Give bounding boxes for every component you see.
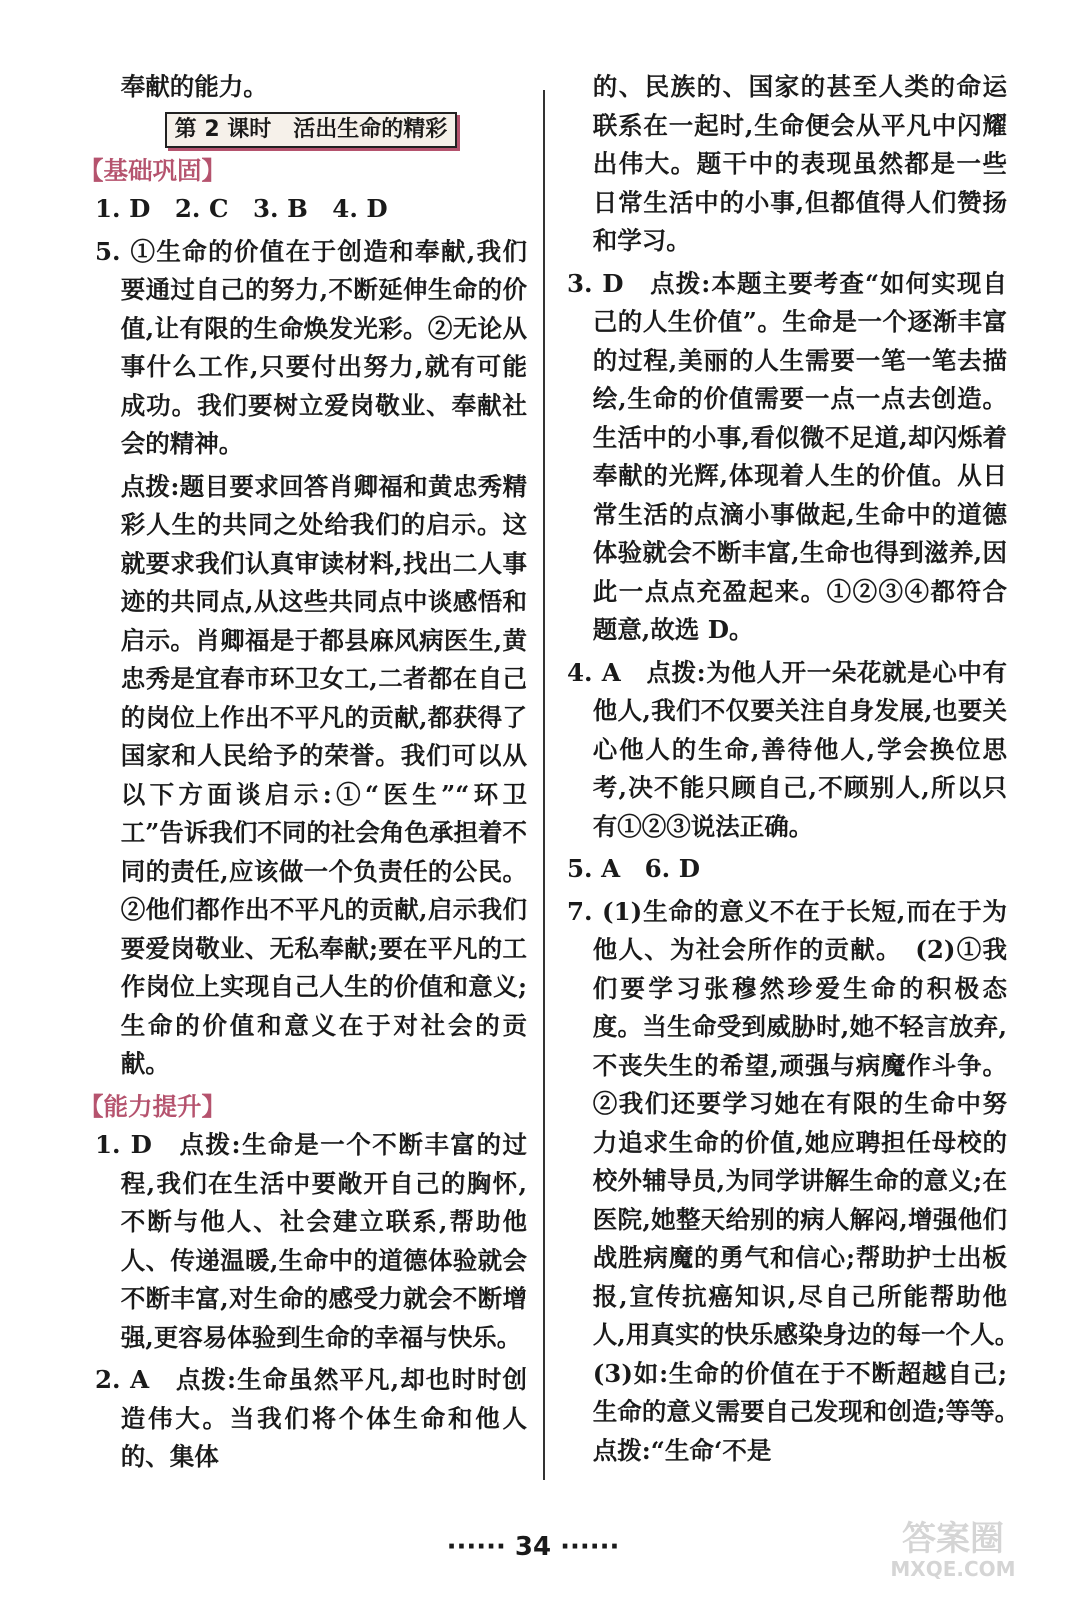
ability-answer-4: 4. A 点拨:为他人开一朵花就是心中有他人,我们不仅要关注自身发展,也要关心他人的生命,善待他人,学会换位思考,决不能只顾自己,不顾别人,所以只有①②③说法正确。 (567, 657, 1007, 841)
watermark-logo (868, 1514, 1038, 1582)
section-ability-improvement: 【能力提升】 (79, 1091, 226, 1121)
section-basic-consolidation: 【基础巩固】 (79, 155, 226, 185)
ability-answer-1: 1. D 点拨:生命是一个不断丰富的过程,我们在生活中要敞开自己的胸怀,不断与他人、社会建立联系,帮助他人、传递温暖,生命中的道德体验就会不断丰富,对生命的感受力就会不断增强,更容易体验到生命的幸福与快乐。 (95, 1130, 527, 1352)
watermark-line-2: MXQE.COM (890, 1557, 1016, 1581)
lesson-title: 第 2 课时 活出生命的精彩 (165, 112, 458, 148)
ability-answer-3: 3. D 点拨:本题主要考查“如何实现自己的人生价值”。生命是一个逐渐丰富的过程,美丽的人生需要一笔一笔去描绘,生命的价值需要一点一点去创造。生活中的小事,看似微不足道,却闪烁着奉献的光辉,体现着人生的价值。从日常生活的点滴小事做起,生命中的道德体验就会不断丰富,生命也得到滋养,因此一点点充盈起来。①②③④都符合题意,故选 D。 (567, 268, 1007, 644)
watermark-line-1: 答案圈 (902, 1519, 1004, 1559)
answer-5-hint: 点拨:题目要求回答肖卿福和黄忠秀精彩人生的共同之处给我们的启示。这就要求我们认真审读材料,找出二人事迹的共同点,从这些共同点中谈感悟和启示。肖卿福是于都县麻风病医生,黄忠秀是宜春市环卫女工,二者都在自己的岗位上作出不平凡的贡献,都获得了国家和人民给予的荣誉。我们可以从以下方面谈启示:①“医生”“环卫工”告诉我们不同的社会角色承担着不同的责任,应该做一个负责任的公民。②他们都作出不平凡的贡献,启示我们要爱岗敬业、无私奉献;要在平凡的工作岗位上实现自己人生的价值和意义;生命的价值和意义在于对社会的贡献。 (120, 471, 527, 1078)
ability-answer-7: 7. (1)生命的意义不在于长短,而在于为他人、为社会所作的贡献。 (2)①我们要学习张穆然珍爱生命的积极态度。当生命受到威胁时,她不轻言放弃,不丧失生的希望,顽强与病魔作斗争。②我们还要学习她在有限的生命中努力追求生命的价值,她应聘担任母校的校外辅导员,为同学讲解生命的意义;在医院,她整天给别的病人解闷,增强他们战胜病魔的勇气和信心;帮助护士出板报,宣传抗癌知识,尽自己所能帮助他人,用真实的快乐感染身边的每一个人。 (3)如:生命的价值在于不断超越自己;生命的意义需要自己发现和创造;等等。 点拨:“生命‘不是 (567, 896, 1032, 1465)
answer-5: 5. ①生命的价值在于创造和奉献,我们要通过自己的努力,不断延伸生命的价值,让有限的生命焕发光彩。②无论从事什么工作,只要付出努力,就有可能成功。我们要树立爱岗敬业、奉献社会的精神。 (95, 236, 527, 458)
ability-answer-2: 2. A 点拨:生命虽然平凡,却也时时创造伟大。当我们将个体生命和他人的、集体 (95, 1365, 527, 1471)
left-line-1: 奉献的能力。 (120, 72, 268, 101)
left-column (79, 68, 527, 1477)
right-column (567, 68, 1032, 1470)
column-divider (543, 90, 545, 1480)
page-number: ······ 34 ······ (446, 1532, 620, 1562)
lesson-title-wrap (95, 109, 527, 148)
answers-1-4: 1. D 2. C 3. B 4. D (95, 194, 388, 223)
right-para-1: 的、民族的、国家的甚至人类的命运联系在一起时,生命便会从平凡中闪耀出伟大。题干中的表现虽然都是一些日常生活中的小事,但都值得人们赞扬和学习。 (592, 72, 1007, 255)
ability-answers-5-6: 5. A 6. D (567, 854, 700, 883)
